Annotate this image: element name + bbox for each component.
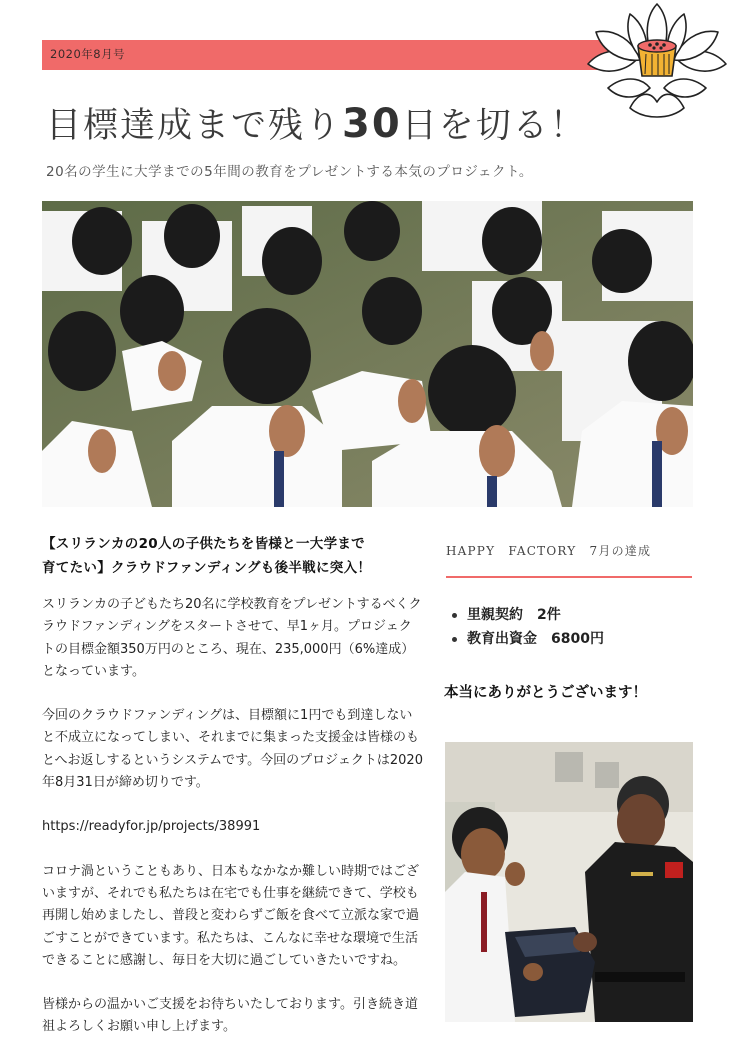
days-remaining: 30: [342, 101, 402, 147]
article-column: [42, 532, 424, 1039]
article-paragraph: 今回のクラウドファンディングは、目標額に1円でも到達しないと不成立になってしまい、それまでに集まった支援金は皆様のもとへお返しするというシステムです。今回のプロジェクトは2020年8月31日が締め切りです。: [42, 708, 423, 791]
bullet-icon: [452, 613, 457, 618]
article-paragraph: 皆様からの温かいご支援をお待ちいたしております。引き続き道祖よろしくお願い申し上げます。: [42, 997, 418, 1035]
list-item: 教育出資金 6800円: [452, 627, 604, 651]
page-title: 目標達成まで残り30日を切る！: [46, 101, 587, 147]
sidebar-title: HAPPY FACTORY 7月の達成: [446, 544, 652, 558]
article-paragraph: スリランカの子どもたち20名に学校教育をプレゼントするべくクラウドファンディングをスタートさせて、早1ヶ月。プロジェクトの目標金額350万円のところ、現在、235,000円（6%達成）となっています。: [42, 597, 422, 679]
article-paragraph: コロナ渦ということもあり、日本もなかなか難しい時期ではございますが、それでも私たちは在宅でも仕事を継続できて、学校も再開し始めましたし、普段と変わらずご飯を食べて立派な家で過ごすことができています。私たちは、こんなに幸せな環境で生活できることに感謝し、毎日を大切に過ごしていきたいですね。: [42, 863, 420, 968]
students-praying-photo: [42, 201, 693, 507]
list-item: 里親契約 2件: [452, 603, 604, 627]
page-subtitle: 20名の学生に大学までの5年間の教育をプレゼントする本気のプロジェクト。: [46, 164, 533, 180]
thanks-message: 本当にありがとうございます！: [444, 685, 647, 701]
achievement-list: [452, 603, 604, 651]
project-link[interactable]: https://readyfor.jp/projects/38991: [42, 819, 261, 835]
sidebar-divider: [446, 576, 692, 578]
article-heading: 【スリランカの20人の子供たちを皆様と一大学まで 育てたい】クラウドファンディングも後半戦に突入！: [42, 536, 372, 576]
date-banner: [42, 40, 614, 70]
lotus-icon: [578, 2, 736, 127]
donation-handover-photo: [445, 742, 693, 1022]
issue-date: 2020年8月号: [50, 47, 126, 61]
bullet-icon: [452, 637, 457, 642]
